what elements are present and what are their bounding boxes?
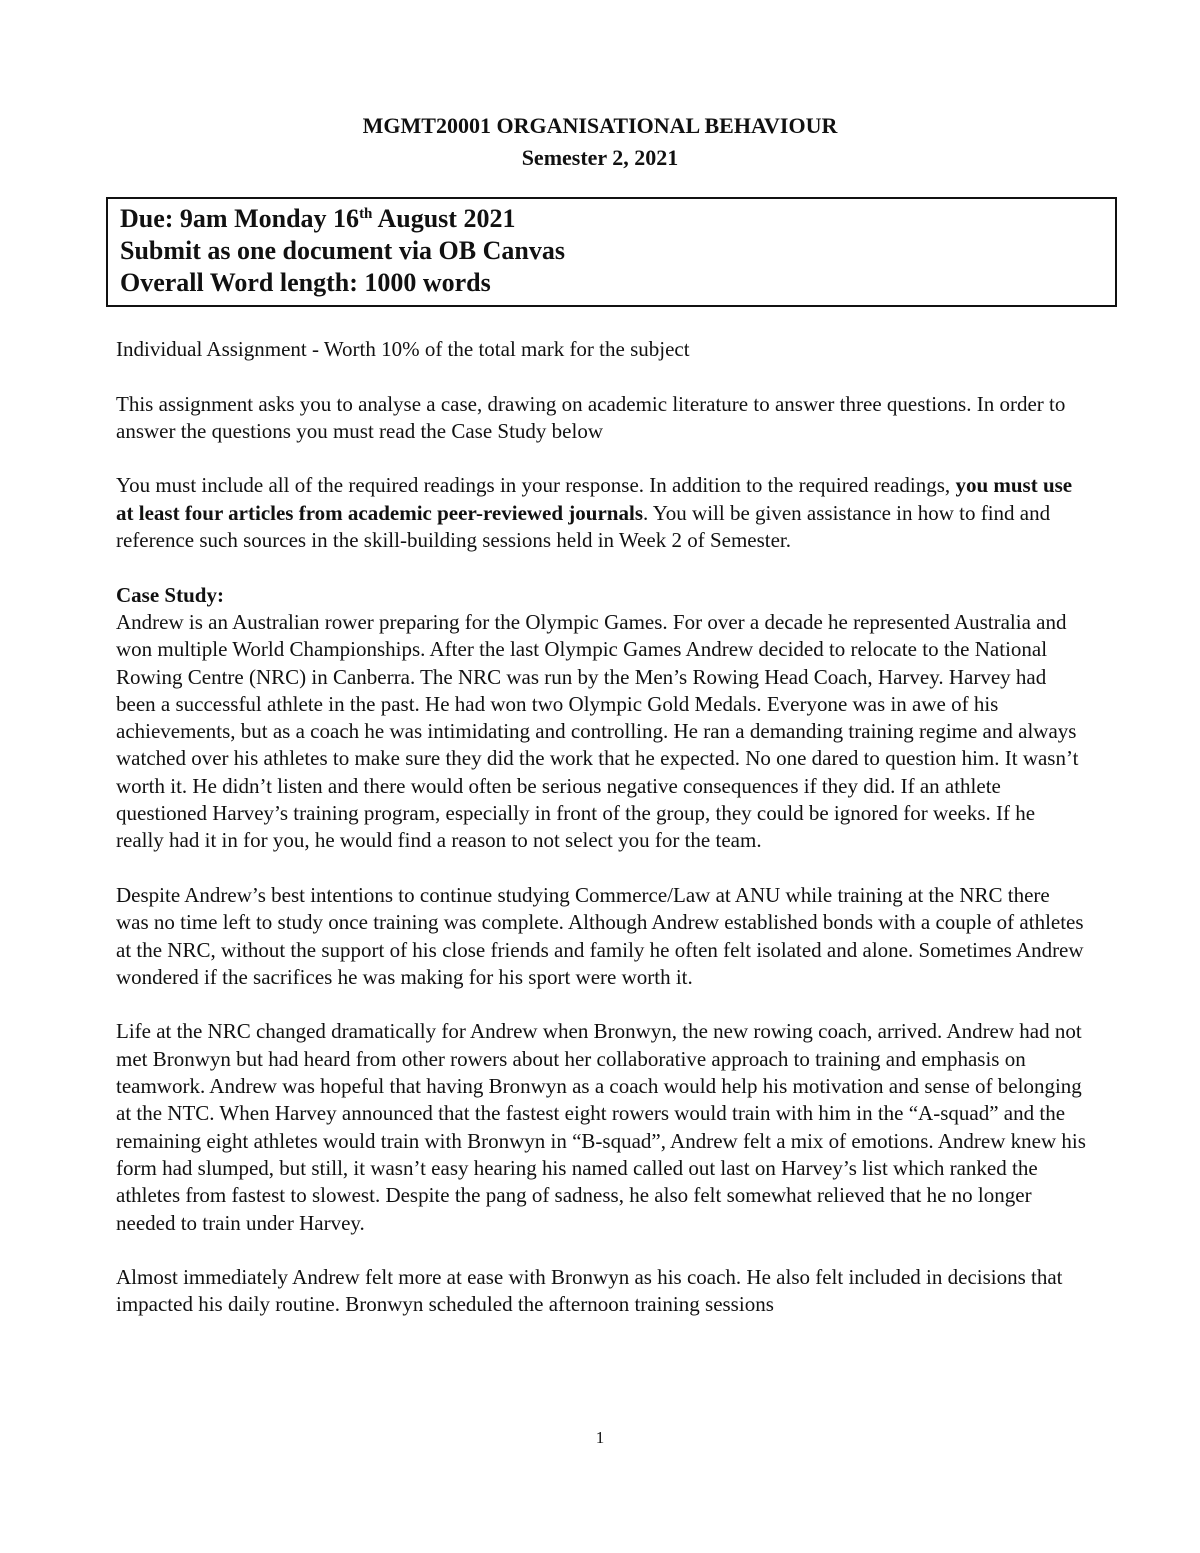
- reading-requirements-start: You must include all of the required readings in your response. In addition to the required readings,: [116, 473, 956, 498]
- semester-label: Semester 2, 2021: [521, 145, 679, 170]
- due-info-box: [106, 197, 1117, 307]
- case-study-heading-text: Case Study:: [116, 582, 224, 607]
- document-header: [0, 110, 1200, 174]
- document-body: [116, 336, 1086, 1319]
- assignment-description: This assignment asks you to analyse a case, drawing on academic literature to answer three questions. In order to answer the questions you must read the Case Study below: [116, 391, 1066, 443]
- due-date-suffix: August 2021: [372, 204, 516, 233]
- case-study-heading: [116, 582, 1086, 609]
- assignment-worth: Individual Assignment - Worth 10% of the total mark for the subject: [116, 337, 690, 361]
- due-date-line: [120, 203, 1115, 235]
- reading-requirements-end: . You will be given assistance in how to find and reference such sources in the skill-building sessions held in Week 2 of Semester.: [116, 500, 1051, 553]
- case-study-paragraph-4: Almost immediately Andrew felt more at ease with Bronwyn as his coach. He also felt included in decisions that impacted his daily routine. Bronwyn scheduled the afternoon training sessions: [116, 1265, 1063, 1317]
- due-date-superscript: th: [359, 206, 373, 222]
- reading-requirements-emphasis: you must use at least four articles from academic peer-reviewed journals: [116, 473, 1073, 525]
- case-study-paragraph-1: Andrew is an Australian rower preparing for the Olympic Games. For over a decade he represented Australia and won multiple World Championships. After the last Olympic Games Andrew decided to relocate to the National Rowing Centre (NRC) in Canberra. The NRC was run by the Men’s Rowing Head Coach, Harvey. Harvey had been a successful athlete in the past. He had won two Olympic Gold Medals. Everyone was in awe of his achievements, but as a coach he was intimidating and controlling. He ran a demanding training regime and always watched over his athletes to make sure they did the work that he expected. No one dared to question him. It wasn’t worth it. He didn’t listen and there would often be serious negative consequences if they did. If an athlete questioned Harvey’s training program, especially in front of the group, they could be ignored for weeks. If he really had it in for you, he would find a reason to not select you for the team.: [116, 609, 1079, 853]
- course-title: MGMT20001 ORGANISATIONAL BEHAVIOUR: [362, 113, 838, 138]
- word-length: Overall Word length: 1000 words: [120, 268, 491, 297]
- case-study-paragraph-3: Life at the NRC changed dramatically for Andrew when Bronwyn, the new rowing coach, arrived. Andrew had not met Bronwyn but had heard from other rowers about her collaborative approach to training and emphasis on teamwork. Andrew was hopeful that having Bronwyn as a coach would help his motivation and sense of belonging at the NTC. When Harvey announced that the fastest eight rowers would train with him in the “A-squad” and the remaining eight athletes would train with Bronwyn in “B-squad”, Andrew felt a mix of emotions. Andrew knew his form had slumped, but still, it wasn’t easy hearing his named called out last on Harvey’s list which ranked the athletes from fastest to slowest. Despite the pang of sadness, he also felt somewhat relieved that he no longer needed to train under Harvey.: [116, 1019, 1086, 1235]
- due-date-prefix: Due: 9am Monday 16: [120, 204, 360, 233]
- page-number: 1: [595, 1428, 605, 1447]
- case-study-paragraph-2: Despite Andrew’s best intentions to continue studying Commerce/Law at ANU while training at the NRC there was no time left to study once training was complete. Although Andrew established bonds with a couple of athletes at the NRC, without the support of his close friends and family he often felt isolated and alone. Sometimes Andrew wondered if the sacrifices he was making for his sport were worth it.: [116, 882, 1084, 989]
- submission-instructions: Submit as one document via OB Canvas: [120, 236, 565, 265]
- reading-requirements: [116, 472, 1086, 554]
